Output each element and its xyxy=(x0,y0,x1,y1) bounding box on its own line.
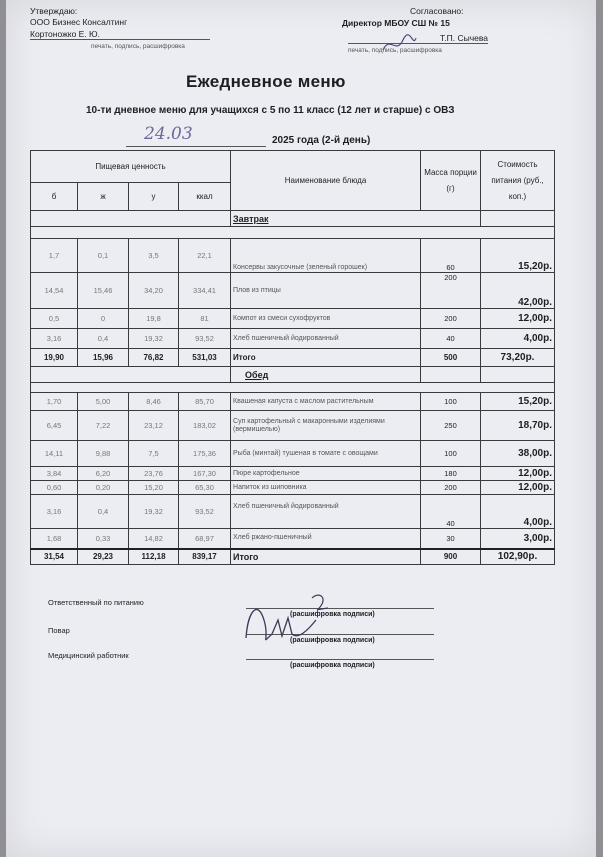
agree-label: Согласовано: xyxy=(410,6,464,16)
table-row: 6,45 7,22 23,12 183,02 Суп картофельный с макаронными изделиями (вермишелью) 250 18,70р. xyxy=(31,411,555,441)
date-text: 2025 года (2-й день) xyxy=(272,135,371,146)
responsible-decode: (расшифровка подписи) xyxy=(290,611,375,618)
approver-name: Кортоножко Е. Ю. xyxy=(30,29,101,39)
table-row: 0,60 0,20 15,20 65,30 Напиток из шиповника 200 12,00р. xyxy=(31,481,555,495)
lunch-label: Обед xyxy=(231,367,421,383)
breakfast-label: Завтрак xyxy=(231,211,481,227)
nutrition-header: Пищевая ценность xyxy=(31,151,231,183)
protein-header: б xyxy=(31,183,78,211)
approver-org: ООО Бизнес Консалтинг xyxy=(30,17,128,27)
director-title: Директор МБОУ СШ № 15 xyxy=(342,18,450,28)
director-name: Т.П. Сычева xyxy=(440,33,488,43)
table-row: 14,11 9,88 7,5 175,36 Рыба (минтай) тушеная в томате с овощами 100 38,00р. xyxy=(31,441,555,467)
handwritten-date: 24.03 xyxy=(144,124,193,144)
table-row: 1,7 0,1 3,5 22,1 Консервы закусочные (зеленый горошек) 60 15,20р. xyxy=(31,239,555,273)
breakfast-total-row: 19,90 15,96 76,82 531,03 Итого 500 73,20р. xyxy=(31,349,555,367)
dish-header: Наименование блюда xyxy=(231,151,421,211)
fat-header: ж xyxy=(78,183,129,211)
table-row: 3,16 0,4 19,32 93,52 Хлеб пшеничный йодированный 40 4,00р. xyxy=(31,329,555,349)
kcal-header: ккал xyxy=(179,183,231,211)
cook-label: Повар xyxy=(48,626,70,635)
menu-table xyxy=(30,150,555,565)
lunch-total-row: 31,54 29,23 112,18 839,17 Итого 900 102,90р. xyxy=(31,549,555,565)
medic-label: Медицинский работник xyxy=(48,651,129,660)
director-signature xyxy=(378,30,418,60)
table-row: 1,70 5,00 8,46 85,70 Квашеная капуста с маслом растительным 100 15,20р. xyxy=(31,393,555,411)
document-page xyxy=(6,0,596,857)
approver-caption: печать, подпись, расшифровка xyxy=(91,43,185,50)
table-row: 3,16 0,4 19,32 93,52 Хлеб пшеничный йодированный 40 4,00р. xyxy=(31,495,555,529)
page-subtitle: 10-ти дневное меню для учащихся с 5 по 11 класс (12 лет и старше) с ОВЗ xyxy=(86,105,455,116)
table-row: 3,84 6,20 23,76 167,30 Пюре картофельное 180 12,00р. xyxy=(31,467,555,481)
cost-header: Стоимость питания (руб., коп.) xyxy=(481,151,555,211)
table-row: 1,68 0,33 14,82 68,97 Хлеб ржано-пшеничный 30 3,00р. xyxy=(31,529,555,549)
medic-decode: (расшифровка подписи) xyxy=(290,662,375,669)
approve-label: Утверждаю: xyxy=(30,6,78,16)
page-title: Ежедневное меню xyxy=(186,72,346,91)
table-row: 14,54 15,46 34,20 334,41 Плов из птицы 200 42,00р. xyxy=(31,273,555,309)
responsible-label: Ответственный по питанию xyxy=(48,598,144,607)
table-row: 0,5 0 19,8 81 Компот из смеси сухофруктов 200 12,00р. xyxy=(31,309,555,329)
responsible-signature xyxy=(238,590,358,650)
carbs-header: у xyxy=(129,183,179,211)
mass-header: Масса порции (г) xyxy=(421,151,481,211)
director-caption: печать, подпись, расшифровка xyxy=(348,47,442,54)
cook-decode: (расшифровка подписи) xyxy=(290,637,375,644)
